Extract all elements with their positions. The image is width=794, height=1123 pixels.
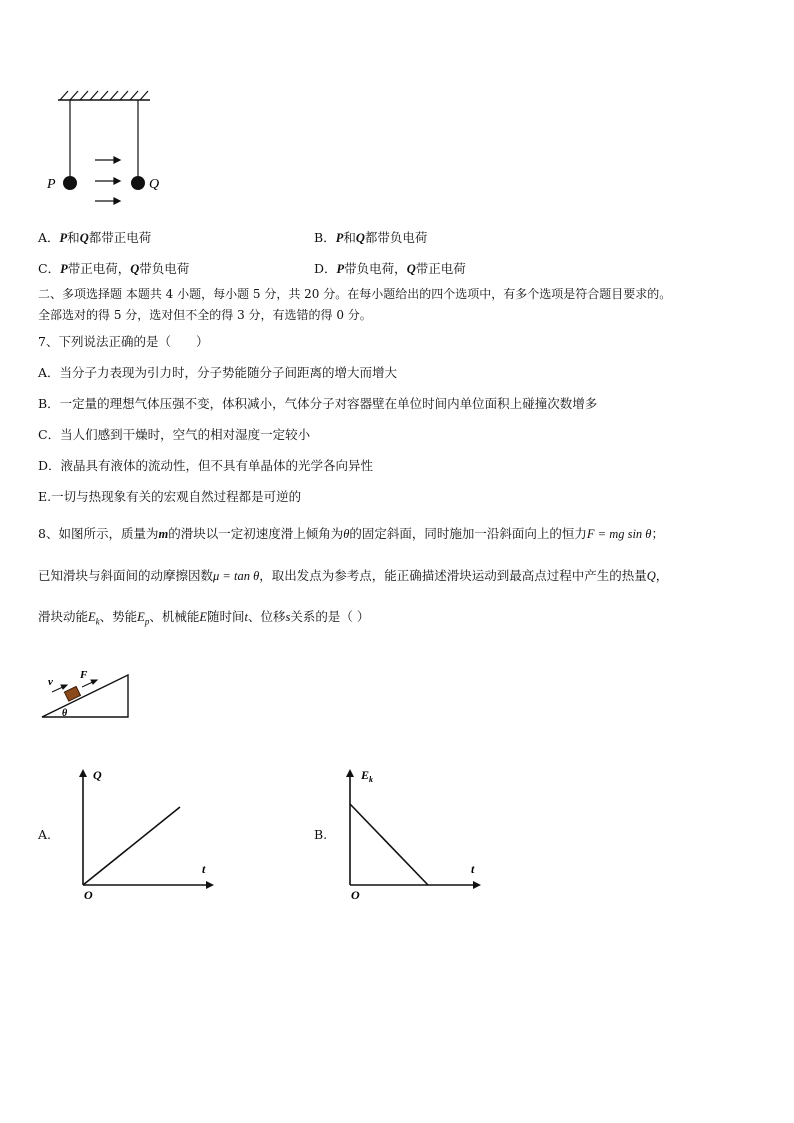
graph-b-line [350,804,428,885]
q8-line2: 已知滑块与斜面间的动摩擦因数μ = tan θ，取出发点为参考点，能正确描述滑块运动到最高点过程中产生的热量Q， [38,568,669,583]
y-label-a: Q [93,768,102,782]
q8-option-a-label: A. [38,827,52,842]
force-arrow [82,680,97,687]
q6-figure [40,88,180,213]
q8-line3: 滑块动能$E_k$、势能$E_p$、机械能E随时间t、位移s关系的是（ ） [38,609,370,627]
label-f: F [80,669,88,681]
q7-option-c: C．当人们感到干燥时，空气的相对湿度一定较小 [38,427,311,442]
x-label-b: t [471,862,475,876]
q8-option-b-label: B. [314,827,328,842]
q8-incline-figure [38,665,138,725]
q6-option-c: C．P带正电荷，Q带负电荷 [38,261,190,276]
q8-graph-b [335,763,485,903]
y-arrow-a [79,769,87,777]
ball-p [63,176,77,190]
q6-option-d: D．P带负电荷，Q带正电荷 [314,261,466,276]
label-p: P [47,177,56,192]
origin-b: O [351,888,360,902]
q7-option-a: A．当分子力表现为引力时，分子势能随分子间距离的增大而增大 [38,365,398,380]
label-v: v [48,676,53,688]
field-arrows [95,157,120,204]
q7-option-d: D．液晶具有液体的流动性，但不具有单晶体的光学各向异性 [38,458,374,473]
q7-stem: 7、下列说法正确的是（ ） [38,334,209,349]
ceiling-hatch [60,91,148,100]
y-label-b: $E_k$ [361,768,374,784]
q7-option-b: B．一定量的理想气体压强不变，体积减小，气体分子对容器壁在单位时间内单位面积上碰撞次数增多 [38,396,598,411]
label-angle: θ [62,708,68,719]
label-q: Q [149,177,160,192]
x-arrow-a [206,881,214,889]
ball-q [131,176,145,190]
velocity-arrow [52,685,67,692]
q6-option-a: A．P和Q都带正电荷 [38,230,152,245]
x-arrow-b [473,881,481,889]
incline-triangle [42,675,128,717]
section2-line2: 全部选对的得 5 分，选对但不全的得 3 分，有选错的得 0 分。 [38,308,372,322]
q8-line1: 8、如图所示，质量为m的滑块以一定初速度滑上倾角为θ的固定斜面，同时施加一沿斜面向上的恒力F = mg sin θ； [38,526,664,541]
origin-a: O [84,888,93,902]
q7-option-e: E.一切与热现象有关的宏观自然过程都是可逆的 [38,489,302,504]
mu-equation: μ = tan θ [213,569,260,583]
x-label-a: t [202,862,206,876]
q6-option-b: B．P和Q都带负电荷 [314,230,428,245]
y-arrow-b [346,769,354,777]
force-equation: F = mg sin θ [586,527,652,541]
q8-graph-a [68,763,218,903]
graph-a-line [83,807,180,885]
section2-line1: 二、多项选择题 本题共 4 小题，每小题 5 分，共 20 分。在每小题给出的四个选项中，有多个选项是符合题目要求的。 [38,287,672,301]
